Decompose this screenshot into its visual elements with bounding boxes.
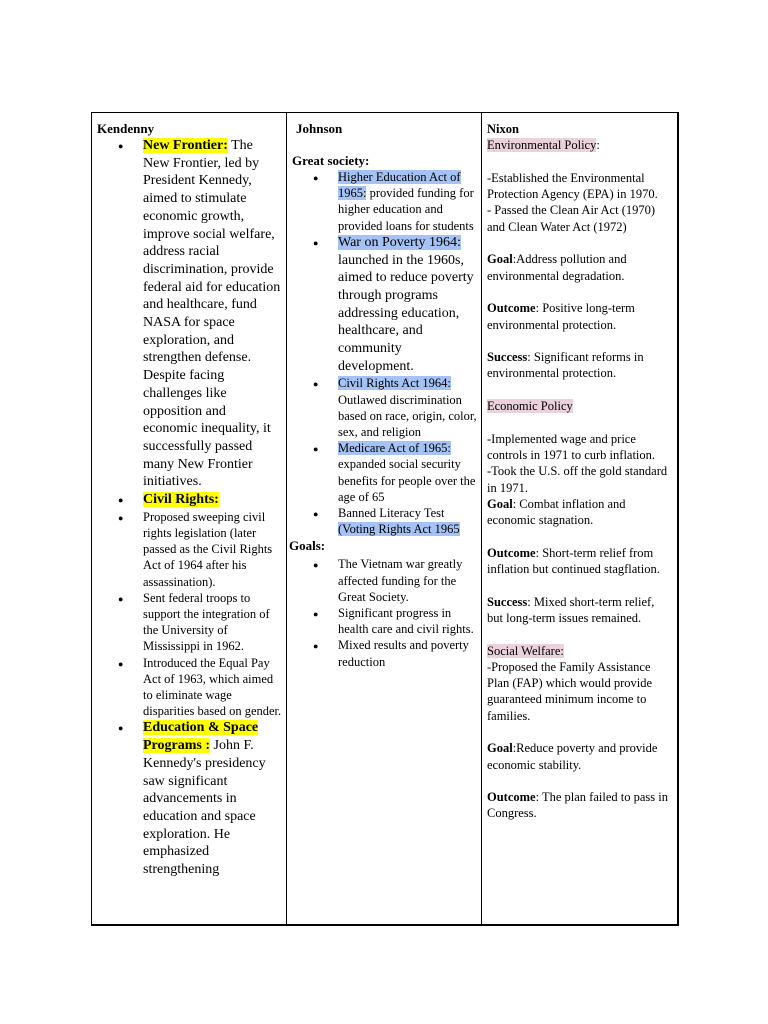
outcome-label: Outcome [487, 301, 536, 316]
johnson-header: Johnson [296, 121, 343, 136]
kennedy-column [92, 113, 287, 924]
education-label: Education & Space Programs : [143, 720, 259, 754]
econ-policy-heading [487, 398, 673, 414]
social-outcome [487, 789, 673, 822]
econ-line-1: -Implemented wage and price controls in 1971 to curb inflation. [487, 431, 656, 462]
goal-label: Goal [487, 741, 513, 756]
env-line-1: -Established the Environmental Protection Agency (EPA) in 1970. [487, 170, 658, 202]
list-item: ● Introduced the Equal Pay Act of 1963, which aimed to eliminate wage disparities based on gender. [97, 655, 282, 720]
goals-label: Goals: [289, 538, 326, 554]
civil-rights-label: Civil Rights: [143, 492, 219, 508]
success-text: : Mixed short-term relief, but long-term issues remained. [487, 594, 655, 625]
nixon-column [482, 113, 677, 924]
list-item: ● Mixed results and poverty reduction [292, 637, 477, 669]
goal-text: :Address pollution and environmental degradation. [487, 252, 627, 283]
success-text: : Significant reforms in environmental protection. [487, 350, 644, 381]
nixon-header: Nixon [487, 122, 519, 136]
highlight-label: (Voting Rights Act 1965 [338, 522, 460, 537]
list-item: ● The Vietnam war greatly affected funding for the Great Society. [292, 556, 477, 605]
highlight-label: War on Poverty 1964: [338, 234, 461, 250]
comparison-table [91, 112, 679, 926]
education-item [97, 719, 282, 878]
outcome-label: Outcome [487, 790, 536, 805]
kennedy-header: Kendenny [97, 121, 155, 136]
success-label: Success [487, 594, 528, 609]
social-welfare-label: Social Welfare: [487, 643, 564, 658]
list-item [292, 375, 477, 440]
kennedy-list [97, 137, 282, 879]
item-text: provided funding for higher education and provided loans for students [338, 186, 474, 233]
education-text: John F. Kennedy's presidency saw significant advancements in education and space exploration. He emphasized strengthening [143, 738, 266, 878]
list-item [292, 505, 477, 537]
econ-policy-label: Economic Policy [487, 399, 573, 414]
econ-outcome [487, 545, 673, 578]
civil-rights-item [97, 491, 282, 509]
list-item [292, 169, 477, 234]
goal-text: :Reduce poverty and provide economic stability. [487, 741, 658, 772]
env-policy-label: Environmental Policy [487, 138, 597, 153]
list-item [292, 234, 477, 376]
johnson-column [287, 113, 482, 924]
goal-text: : Combat inflation and economic stagnation. [487, 496, 626, 528]
goal-label: Goal [487, 252, 513, 267]
item-text: launched in the 1960s, aimed to reduce poverty through programs addressing education, healthcare, and community development. [338, 252, 474, 374]
goals-list [292, 556, 477, 669]
success-label: Success [487, 350, 528, 365]
outcome-label: Outcome [487, 545, 536, 560]
outcome-text: : Positive long-term environmental protection. [487, 301, 635, 332]
econ-line-2: -Took the U.S. off the gold standard in 1971. [487, 464, 668, 495]
env-line-2: - Passed the Clean Air Act (1970) and Clean Water Act (1972) [487, 203, 656, 234]
goal-label: Goal [487, 496, 513, 511]
new-frontier-item [97, 137, 282, 491]
item-text: expanded social security benefits for people over the age of 65 [338, 457, 476, 504]
econ-goal [487, 496, 673, 529]
colon: : [596, 138, 600, 153]
new-frontier-label: New Frontier: [143, 138, 228, 153]
list-item [292, 440, 477, 505]
item-text: Banned Literacy Test [338, 506, 445, 521]
highlight-label: Higher Education Act of 1965: [338, 170, 461, 201]
social-goal [487, 740, 673, 773]
env-outcome [487, 300, 673, 333]
list-item: ● Significant progress in health care and civil rights. [292, 605, 477, 637]
highlight-label: Civil Rights Act 1964: [338, 376, 451, 391]
list-item: ● Proposed sweeping civil rights legislation (later passed as the Civil Rights Act of 1964 after his assassination). [97, 509, 282, 590]
highlight-label: Medicare Act of 1965: [338, 441, 451, 456]
list-item: ● Sent federal troops to support the integration of the University of Mississippi in 1962. [97, 590, 282, 655]
item-text: Outlawed discrimination based on race, origin, color, sex, and religion [338, 392, 477, 440]
outcome-text: : The plan failed to pass in Congress. [487, 790, 668, 821]
outcome-text: : Short-term relief from inflation but continued stagflation. [487, 545, 660, 577]
social-welfare-heading [487, 643, 673, 659]
great-society-label: Great society: [292, 153, 370, 168]
env-policy-heading [487, 137, 673, 153]
great-society-list [292, 169, 477, 537]
new-frontier-text: The New Frontier, led by President Kennedy, aimed to stimulate economic growth, improve social welfare, address racial discrimination, provide federal aid for education and healthcare, fund NASA for space exploration, and strengthen defense. Despite facing challenges like opposition and economic inequality, it successfully passed many New Frontier initiatives. [143, 138, 281, 490]
social-line-1: -Proposed the Family Assistance Plan (FAP) which would provide guaranteed minimum income to families. [487, 659, 653, 723]
env-success [487, 349, 673, 382]
econ-success [487, 594, 673, 627]
env-goal [487, 251, 673, 284]
